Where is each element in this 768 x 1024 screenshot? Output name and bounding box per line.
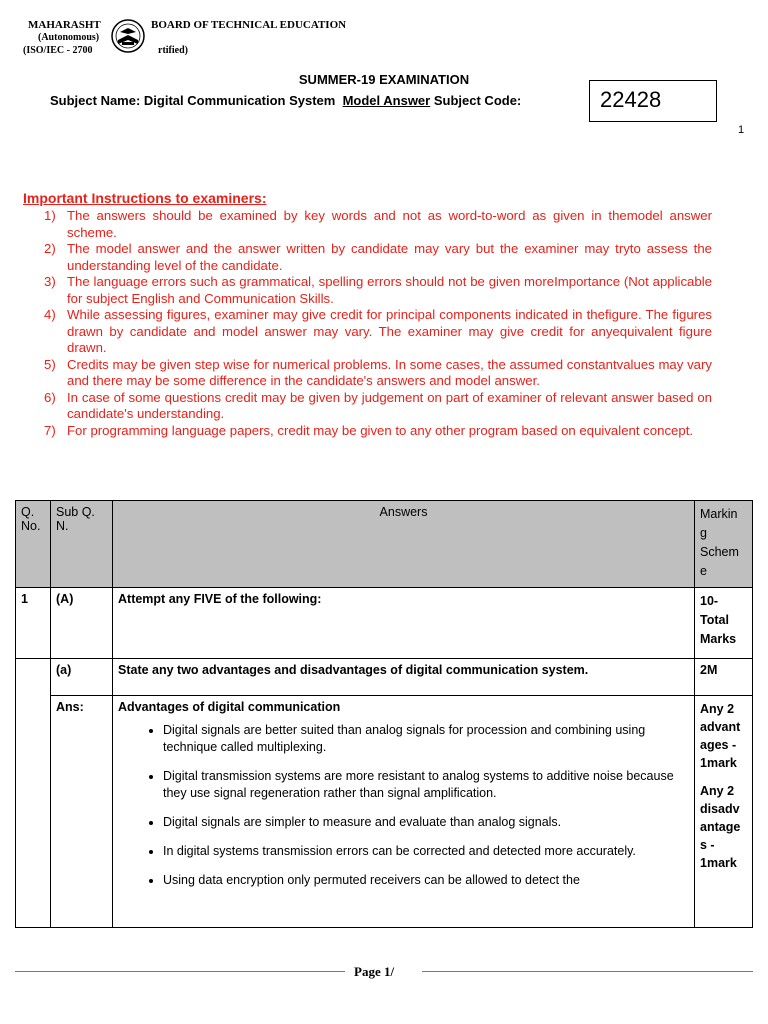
marks-advantages: Any 2 advant ages - 1mark — [700, 702, 741, 770]
instruction-item: 3) The language errors such as grammatical, spelling errors should not be given moreImportance (Not applicable for subject English and Communication Skills. — [44, 274, 712, 306]
instruction-item: 2) The model answer and the answer written by candidate may vary but the examiner may tryto assess the understanding level of the candidate. — [44, 241, 712, 273]
row-marks — [695, 696, 753, 928]
footer-rule-left — [15, 971, 345, 972]
page-number-top: 1 — [738, 124, 745, 136]
table-row — [16, 659, 753, 696]
list-item: • Digital signals are simpler to measure and evaluate than analog signals. — [163, 814, 689, 831]
list-item: • Digital signals are better suited than analog signals for procession and combining using technique called multiplexing. — [163, 722, 689, 756]
list-item: • Digital transmission systems are more resistant to analog systems to additive noise because they use signal regeneration rather than signal amplification. — [163, 768, 689, 802]
footer-page-number: Page 1/ — [354, 964, 395, 979]
instruction-item: 5) Credits may be given step wise for numerical problems. In some cases, the assumed constantvalues may vary and there may be some difference in the candidate's answers and model answer. — [44, 356, 712, 388]
header-subq: Sub Q. N. — [51, 501, 113, 588]
instruction-item: 6) In case of some questions credit may be given by judgement on part of examiner of relevant answer based on candidate's understanding. — [44, 389, 712, 421]
row-qno: 1 — [16, 588, 51, 659]
instruction-item: 4) While assessing figures, examiner may give credit for principal components indicated in thefigure. The figures drawn by candidate and model answer may vary. The examiner may give credit for anyequivalent figure drawn. — [44, 307, 712, 355]
marks-disadvantages: Any 2 disadv antage s - 1mark — [700, 784, 741, 870]
row-qno-empty — [16, 659, 51, 928]
list-item: • Using data encryption only permuted receivers can be allowed to detect the — [163, 872, 689, 889]
header-marking: Markin g Schem e — [695, 501, 753, 588]
model-answer-table — [15, 500, 753, 928]
header-answers: Answers — [113, 501, 695, 588]
instruction-item: 7) For programming language papers, credit may be given to any other program based on equivalent concept. — [44, 422, 694, 438]
exam-title: SUMMER-19 EXAMINATION — [298, 72, 470, 87]
row-subq: (a) — [51, 659, 113, 696]
row-marks: 2M — [695, 659, 753, 696]
board-name-left: MAHARASHT — [28, 19, 101, 31]
instructions-list — [36, 208, 712, 439]
board-name-right: BOARD OF TECHNICAL EDUCATION — [151, 19, 347, 31]
row-marks: 10- Total Marks — [695, 588, 753, 659]
subject-line — [50, 93, 521, 108]
row-question: State any two advantages and disadvantages of digital communication system. — [113, 659, 695, 696]
answer-cell — [113, 696, 695, 928]
table-row — [16, 588, 753, 659]
subject-code-label: Subject Code: — [433, 93, 522, 108]
footer-rule-right — [422, 971, 753, 972]
instructions-heading: Important Instructions to examiners: — [23, 190, 267, 206]
row-subq: (A) — [51, 588, 113, 659]
subject-name: Subject Name: Digital Communication System — [50, 93, 336, 108]
answer-bullets — [118, 722, 689, 889]
iso-label-left: (ISO/IEC - 2700 — [23, 45, 93, 56]
answer-heading: Advantages of digital communication — [118, 700, 341, 714]
instruction-item: 1) The answers should be examined by key words and not as word-to-word as given in themodel answer scheme. — [44, 208, 712, 240]
row-question: Attempt any FIVE of the following: — [113, 588, 695, 659]
iso-label-right: rtified) — [158, 45, 188, 56]
autonomous-label: (Autonomous) — [38, 32, 100, 43]
list-item: • In digital systems transmission errors can be corrected and detected more accurately. — [163, 843, 689, 860]
header-qno: Q. No. — [16, 501, 51, 588]
table-row — [16, 696, 753, 928]
subject-code-box: 22428 — [589, 80, 717, 122]
model-answer-label: Model Answer — [342, 93, 431, 108]
row-subq: Ans: — [51, 696, 113, 928]
msbte-logo-icon — [110, 18, 146, 54]
table-header-row — [16, 501, 753, 588]
